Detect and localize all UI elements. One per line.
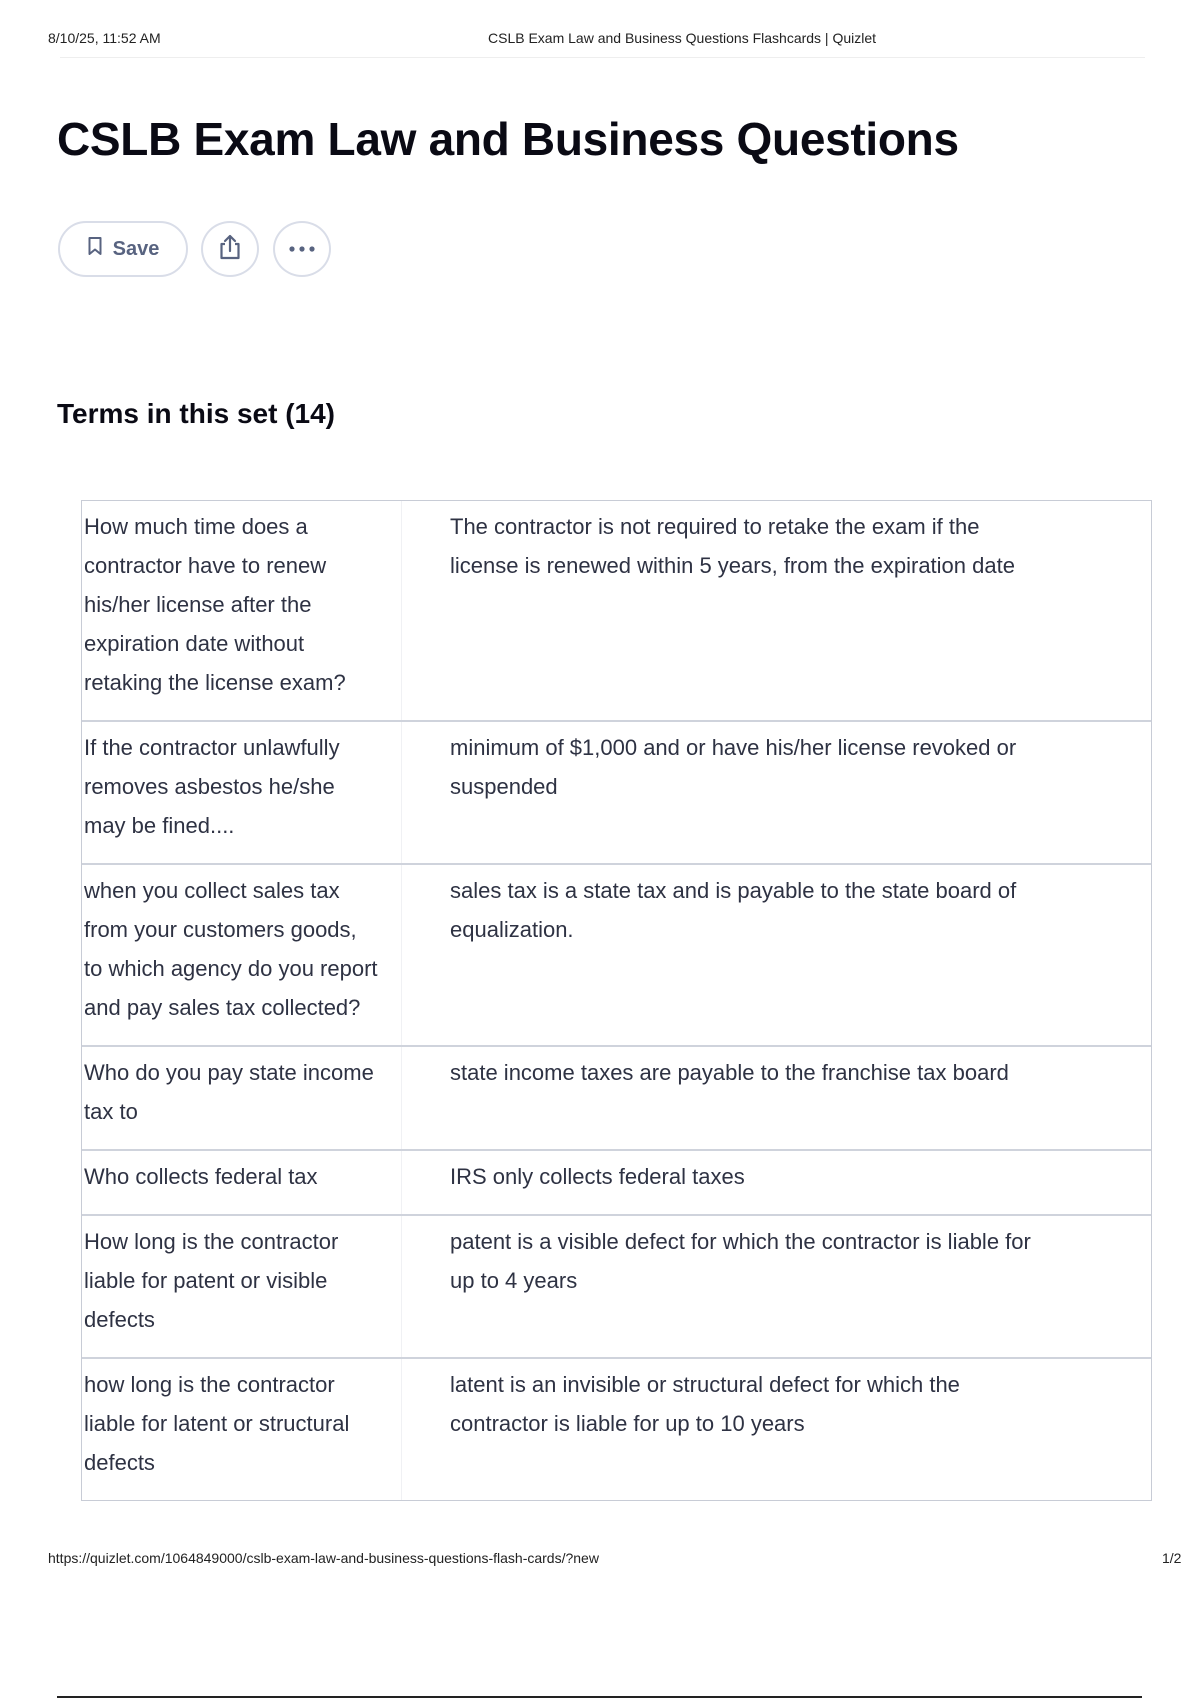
flashcard-term: How long is the contractor liable for patent or visible defects	[82, 1216, 402, 1357]
print-header	[48, 30, 1152, 50]
flashcard-term: How much time does a contractor have to renew his/her license after the expiration date without retaking the license exam?	[82, 501, 402, 720]
flashcard-term: how long is the contractor liable for latent or structural defects	[82, 1359, 402, 1500]
flashcard-row	[82, 501, 1151, 722]
print-document-title: CSLB Exam Law and Business Questions Flashcards | Quizlet	[488, 30, 877, 46]
flashcard-table	[81, 500, 1152, 1501]
flashcard-row	[82, 1359, 1151, 1500]
flashcard-row	[82, 865, 1151, 1047]
page-title: CSLB Exam Law and Business Questions	[57, 113, 959, 165]
terms-heading: Terms in this set (14)	[57, 398, 336, 429]
more-horizontal-icon	[288, 240, 316, 258]
share-icon	[217, 233, 243, 266]
bottom-divider	[57, 1696, 1142, 1698]
flashcard-definition: The contractor is not required to retake the exam if the license is renewed within 5 years, from the expiration date	[450, 514, 1015, 578]
more-options-button[interactable]	[273, 221, 331, 277]
flashcard-term: when you collect sales tax from your customers goods, to which agency do you report and pay sales tax collected?	[82, 865, 402, 1045]
flashcard-row	[82, 1216, 1151, 1359]
flashcard-term: If the contractor unlawfully removes asbestos he/she may be fined....	[82, 722, 402, 863]
flashcard-definition: sales tax is a state tax and is payable to the state board of equalization.	[450, 878, 1017, 942]
flashcard-definition: latent is an invisible or structural defect for which the contractor is liable for up to 10 years	[450, 1372, 960, 1436]
flashcard-term: Who collects federal tax	[82, 1151, 402, 1214]
print-date: 8/10/25, 11:52 AM	[48, 30, 161, 46]
footer-url: https://quizlet.com/1064849000/cslb-exam-law-and-business-questions-flash-cards/?new	[48, 1550, 599, 1566]
flashcard-row	[82, 722, 1151, 865]
header-divider	[60, 57, 1145, 58]
save-button-label: Save	[112, 237, 160, 260]
flashcard-definition: IRS only collects federal taxes	[450, 1164, 745, 1189]
flashcard-row	[82, 1151, 1151, 1216]
save-button[interactable]	[58, 221, 188, 277]
flashcard-row	[82, 1047, 1151, 1151]
flashcard-definition: patent is a visible defect for which the contractor is liable for up to 4 years	[450, 1229, 1031, 1293]
footer-page-number: 1/2	[1162, 1550, 1182, 1566]
share-button[interactable]	[201, 221, 259, 277]
flashcard-definition: minimum of $1,000 and or have his/her license revoked or suspended	[450, 735, 1017, 799]
bookmark-icon	[87, 236, 103, 262]
flashcard-term: Who do you pay state income tax to	[82, 1047, 402, 1149]
flashcard-definition: state income taxes are payable to the franchise tax board	[450, 1060, 1009, 1085]
